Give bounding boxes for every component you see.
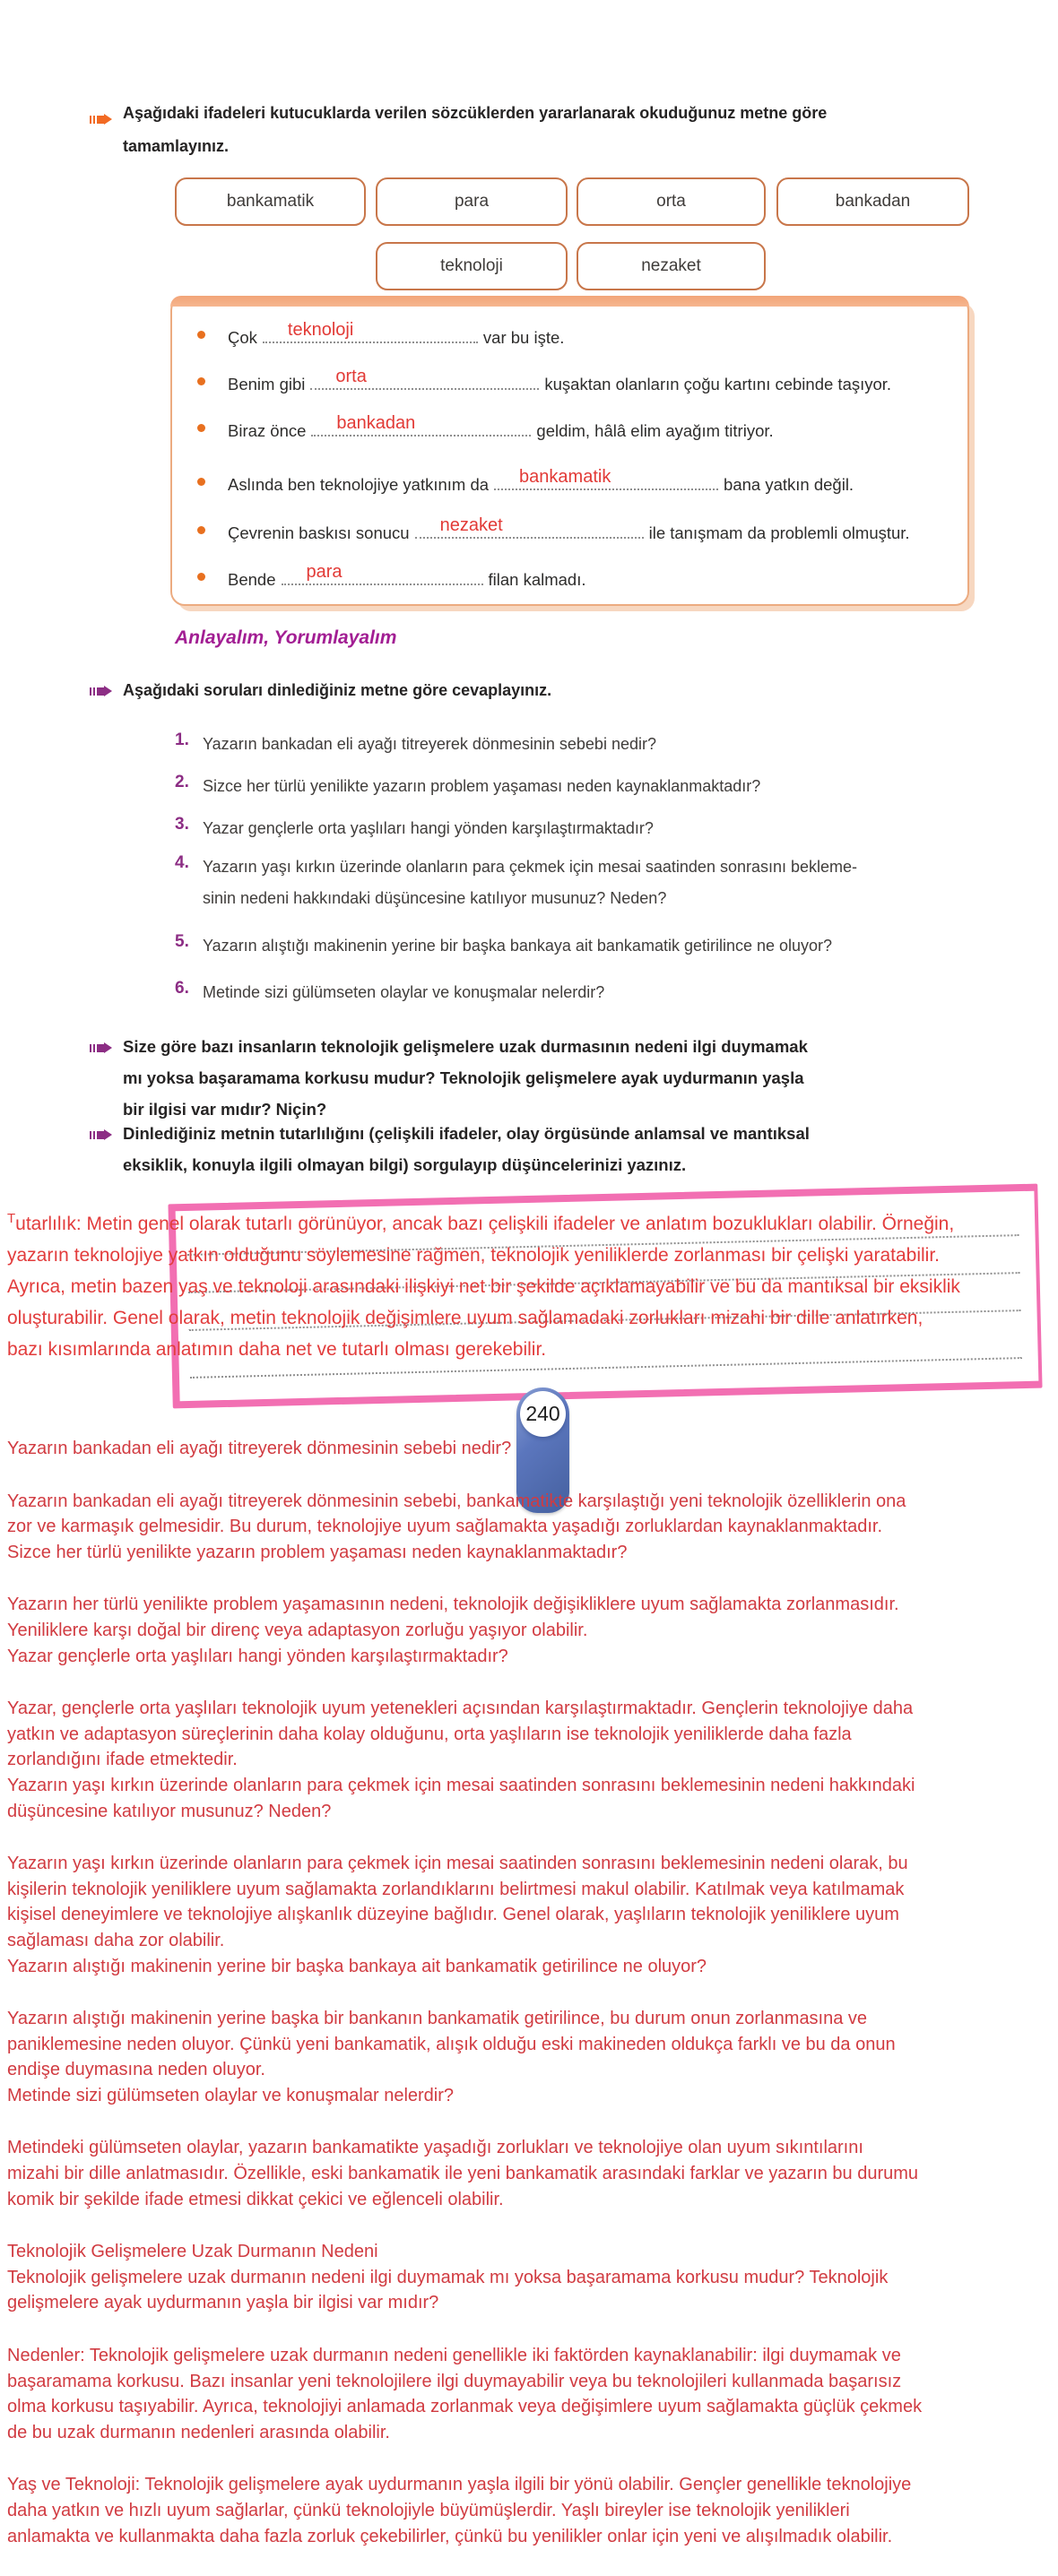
qa-block: Yaş ve Teknoloji: Teknolojik gelişmelere ayak uydurmanın yaşla ilgili bir yönü olabilir. Gençler genellikle teknolojiye daha yatkın ve hızlı uyum sağlarlar, çünkü teknolojiyle büyümüşlerdir. Yaşlı bireyler ise teknolojik yenilikleri anlamakta ve kullanmakta daha fazla zorluk çekebilirler, çünkü bu yenilikler onlar için yeni ve alışılmadık olabilir. bbox=[7, 2475, 912, 2546]
orange-arrow-icon bbox=[90, 113, 117, 125]
qa-block: Metindeki gülümseten olaylar, yazarın bankamatikte yaşadığı zorlukları ve teknolojiye olan uyum sıkıntılarını mizahi bir dille anlatmasıdır. Özellikle, eski bankamatik ile yeni bankamatik arasındaki farklar ve yazarın bu durumu komik bir şekilde ifade etmesi dikkat çekici ve eğlenceli olabilir. bbox=[7, 2138, 919, 2209]
superscript-t: T bbox=[7, 1211, 16, 1226]
arrow-head bbox=[104, 1042, 112, 1053]
qa-block: Yazarın bankadan eli ayağı titreyerek dönmesinin sebebi nedir? bbox=[7, 1439, 512, 1458]
coherence-prompt: Dinlediğiniz metnin tutarlılığını (çelişkili ifadeler, olay örgüsünde anlamsal ve mantıksal eksiklik, konuyla ilgili olmayan bilgi) sorgulayıp düşüncelerinizi yazınız. bbox=[123, 1124, 810, 1174]
bullet-icon bbox=[197, 424, 205, 432]
section-heading: Anlayalım, Yorumlayalım bbox=[175, 627, 397, 648]
questions-instruction: Aşağıdaki soruları dinlediğiniz metne göre cevaplayınız. bbox=[123, 681, 552, 699]
filled-answer: teknoloji bbox=[287, 320, 354, 340]
word-bank-label: nezaket bbox=[641, 256, 701, 275]
answer-blank[interactable] bbox=[415, 515, 644, 539]
purple-arrow-icon bbox=[90, 1128, 117, 1140]
question-number: 3. bbox=[175, 815, 189, 834]
coherence-answer-lines: yazarın teknolojiye yatkın olduğunu söylemesine rağmen, teknolojik yeniliklerde zorlanması bir çelişki yaratabilir. Ayrıca, metin bazen yaş ve teknoloji arasındaki ilişkiyi net bir şekilde açıklamayabilir ve bu da mantıksal bir eksiklik oluşturabilir. Genel olarak, metin teknolojik değişimlere uyum sağlamadaki zorlukları mizahi bir dille anlatırken, bazı kısımlarında anlatımın daha net ve tutarlı olması gerekebilir. bbox=[7, 1245, 960, 1360]
arrow-stripes bbox=[90, 687, 99, 696]
answer-blank[interactable] bbox=[282, 562, 483, 585]
sentence-post: bana yatkın değil. bbox=[724, 475, 854, 494]
purple-arrow-icon bbox=[90, 1042, 117, 1053]
bullet-icon bbox=[197, 573, 205, 581]
arrow-stripes bbox=[90, 1131, 99, 1139]
sentence-post: var bu işte. bbox=[482, 328, 565, 347]
sentence-row bbox=[172, 367, 967, 394]
arrow-head bbox=[104, 114, 112, 125]
sentence-row bbox=[172, 467, 967, 495]
word-bank-item[interactable] bbox=[577, 242, 766, 290]
word-bank-item[interactable] bbox=[376, 177, 568, 226]
question-text: Yazarın bankadan eli ayağı titreyerek dönmesinin sebebi nedir? bbox=[203, 735, 656, 753]
sentence-post: ile tanışmam da problemli olmuştur. bbox=[648, 523, 910, 542]
question-number: 2. bbox=[175, 773, 189, 791]
coherence-first-line: utarlılık: Metin genel olarak tutarlı görünüyor, ancak bazı çelişkili ifadeler ve anlatım bozuklukları olabilir. Örneğin, bbox=[15, 1214, 955, 1234]
sentence-post: filan kalmadı. bbox=[488, 570, 586, 589]
bullet-icon bbox=[197, 377, 205, 385]
answer-blank[interactable] bbox=[310, 367, 539, 390]
word-bank-item[interactable] bbox=[376, 242, 568, 290]
qa-block: Yazarın her türlü yenilikte problem yaşamasının nedeni, teknolojik değişikliklere uyum sağlamakta zorlanmasıdır. Yeniliklere karşı doğal bir direnç veya adaptasyon zorluğu yaşıyor olabilir. Yazar gençlerle orta yaşlıları hangi yönden karşılaştırmaktadır? bbox=[7, 1595, 899, 1666]
question-number: 5. bbox=[175, 932, 189, 951]
bullet-icon bbox=[197, 478, 205, 486]
sentence-row bbox=[172, 515, 967, 543]
answer-blank[interactable] bbox=[494, 467, 718, 490]
arrow-stripes bbox=[90, 1044, 99, 1052]
purple-arrow-icon bbox=[90, 685, 117, 696]
word-bank-label: orta bbox=[656, 192, 686, 211]
sentence-pre: Biraz önce bbox=[228, 421, 307, 440]
sentence-row bbox=[172, 413, 967, 441]
coherence-answer-text bbox=[7, 1203, 1056, 1365]
sentence-pre: Benim gibi bbox=[228, 375, 306, 393]
qa-block: Yazarın alıştığı makinenin yerine başka bir bankanın bankamatik getirilince, bu durum onun zorlanmasına ve paniklemesine neden oluyor. Çünkü yeni bankamatik, alışık olduğu eski makineden oldukça farklı ve bu da onun endişe duymasına neden oluyor. Metinde sizi gülümseten olaylar ve konuşmalar nelerdir? bbox=[7, 2009, 896, 2105]
coherence-answer-line bbox=[7, 1203, 1056, 1240]
arrow-stripes bbox=[90, 116, 99, 124]
word-bank-label: para bbox=[454, 192, 490, 211]
sentence-row bbox=[172, 562, 967, 590]
question-number: 4. bbox=[175, 853, 189, 872]
answer-blank[interactable] bbox=[263, 320, 478, 343]
bullet-icon bbox=[197, 526, 205, 534]
question-number: 1. bbox=[175, 730, 189, 749]
sentence-pre: Aslında ben teknolojiye yatkınım da bbox=[228, 475, 490, 494]
qa-block: Yazarın yaşı kırkın üzerinde olanların para çekmek için mesai saatinden sonrasını beklemesinin nedeni olarak, bu kişilerin teknolojik yeniliklere uyum sağlamakta zorlandıklarını belirtmesi makul olabilir. Katılmak veya katılmamak kişisel deneyimlere ve teknolojiye alışkanlık düzeyine bağlıdır. Genel olarak, yaşlıların teknolojik yeniliklere uyum sağlaması daha zor olabilir. Yazarın alıştığı makinenin yerine bir başka bankaya ait bankamatik getirilince ne oluyor? bbox=[7, 1854, 908, 1976]
qa-block: Yazarın bankadan eli ayağı titreyerek dönmesinin sebebi, bankamatikte karşılaştığı yeni teknolojik özelliklerin ona zor ve karmaşık gelmesidir. Bu durum, teknolojiye uyum sağlamakta yaşadığı zorluklardan kaynaklanmaktadır. Sizce her türlü yenilikte yazarın problem yaşaması neden kaynaklanmaktadır? bbox=[7, 1491, 906, 1562]
filled-answer: bankadan bbox=[336, 413, 416, 433]
filled-answer: nezaket bbox=[439, 515, 503, 535]
word-bank-label: teknoloji bbox=[440, 256, 503, 275]
qa-block: Yazar, gençlerle orta yaşlıları teknolojik uyum yetenekleri açısından karşılaştırmaktadır. Gençlerin teknolojiye daha yatkın ve adaptasyon süreçlerinin daha kolay olduğunu, orta yaşlıların ise teknolojik yeniliklerde daha fazla zorlandığını ifade etmektedir. Yazarın yaşı kırkın üzerinde olanların para çekmek için mesai saatinden sonrasını beklemesinin nedeni hakkındaki düşüncesine katılıyor musunuz? Neden? bbox=[7, 1699, 915, 1821]
word-bank-item[interactable] bbox=[776, 177, 969, 226]
question-number: 6. bbox=[175, 979, 189, 998]
arrow-head bbox=[104, 1129, 112, 1140]
word-bank-label: bankadan bbox=[835, 192, 911, 211]
question-text: Sizce her türlü yenilikte yazarın problem yaşaması neden kaynaklanmaktadır? bbox=[203, 777, 761, 795]
question-text: Yazarın yaşı kırkın üzerinde olanların para çekmek için mesai saatinden sonrasını bekleme- sinin nedeni hakkındaki düşüncesine katılıyor musunuz? Neden? bbox=[203, 858, 858, 907]
arrow-head bbox=[104, 686, 112, 696]
word-bank-item[interactable] bbox=[175, 177, 366, 226]
sentence-post: geldim, hâlâ elim ayağım titriyor. bbox=[536, 421, 774, 440]
page-number: 240 bbox=[520, 1391, 566, 1437]
filled-answer: para bbox=[306, 562, 343, 582]
sentence-row bbox=[172, 320, 967, 348]
qa-block: Nedenler: Teknolojik gelişmelere uzak durmanın nedeni genellikle iki faktörden kaynaklanabilir: ilgi duymamak ve başaramama korkusu. Bazı insanlar yeni teknolojilere ilgi duymayabilir veya bu teknolojileri kullanmada başarısız olma korkusu taşıyabilir. Ayrıca, teknolojiyi anlamada zorlanmak veya değişimlere uyum sağlamakta güçlük çekmek de bu uzak durmanın nedenleri arasında olabilir. bbox=[7, 2346, 923, 2442]
sentence-pre: Çok bbox=[228, 328, 257, 347]
bullet-icon bbox=[197, 331, 205, 339]
word-bank-label: bankamatik bbox=[226, 192, 315, 211]
word-bank-item[interactable] bbox=[577, 177, 766, 226]
question-text: Yazar gençlerle orta yaşlıları hangi yönden karşılaştırmaktadır? bbox=[203, 819, 654, 837]
sentence-pre: Çevrenin baskısı sonucu bbox=[228, 523, 410, 542]
reflection-prompt: Size göre bazı insanların teknolojik gelişmelere uzak durmasının nedeni ilgi duymamak mı yoksa başaramama korkusu mudur? Teknolojik gelişmelere ayak uydurmanın yaşla bir ilgisi var mıdır? Niçin? bbox=[123, 1037, 808, 1119]
sentence-post: kuşaktan olanların çoğu kartını cebinde taşıyor. bbox=[544, 375, 892, 393]
question-text: Yazarın alıştığı makinenin yerine bir başka bankaya ait bankamatik getirilince ne oluyor? bbox=[203, 937, 833, 955]
qa-answers-section bbox=[7, 1436, 1054, 2576]
sentence-pre: Bende bbox=[228, 570, 276, 589]
fill-in-sentences-box bbox=[170, 296, 969, 606]
answer-blank[interactable] bbox=[311, 413, 531, 437]
fill-in-instruction: Aşağıdaki ifadeleri kutucuklarda verilen sözcüklerden yararlanarak okuduğunuz metne göre tamamlayınız. bbox=[123, 104, 828, 155]
question-text: Metinde sizi gülümseten olaylar ve konuşmalar nelerdir? bbox=[203, 983, 605, 1001]
box-top-ribbon bbox=[170, 296, 969, 307]
qa-block: Teknolojik Gelişmelere Uzak Durmanın Nedeni Teknolojik gelişmelere uzak durmanın nedeni ilgi duymamak mı yoksa başaramama korkusu mudur? Teknolojik gelişmelere ayak uydurmanın yaşla bir ilgisi var mıdır? bbox=[7, 2242, 889, 2313]
filled-answer: orta bbox=[335, 367, 367, 386]
filled-answer: bankamatik bbox=[519, 467, 611, 487]
